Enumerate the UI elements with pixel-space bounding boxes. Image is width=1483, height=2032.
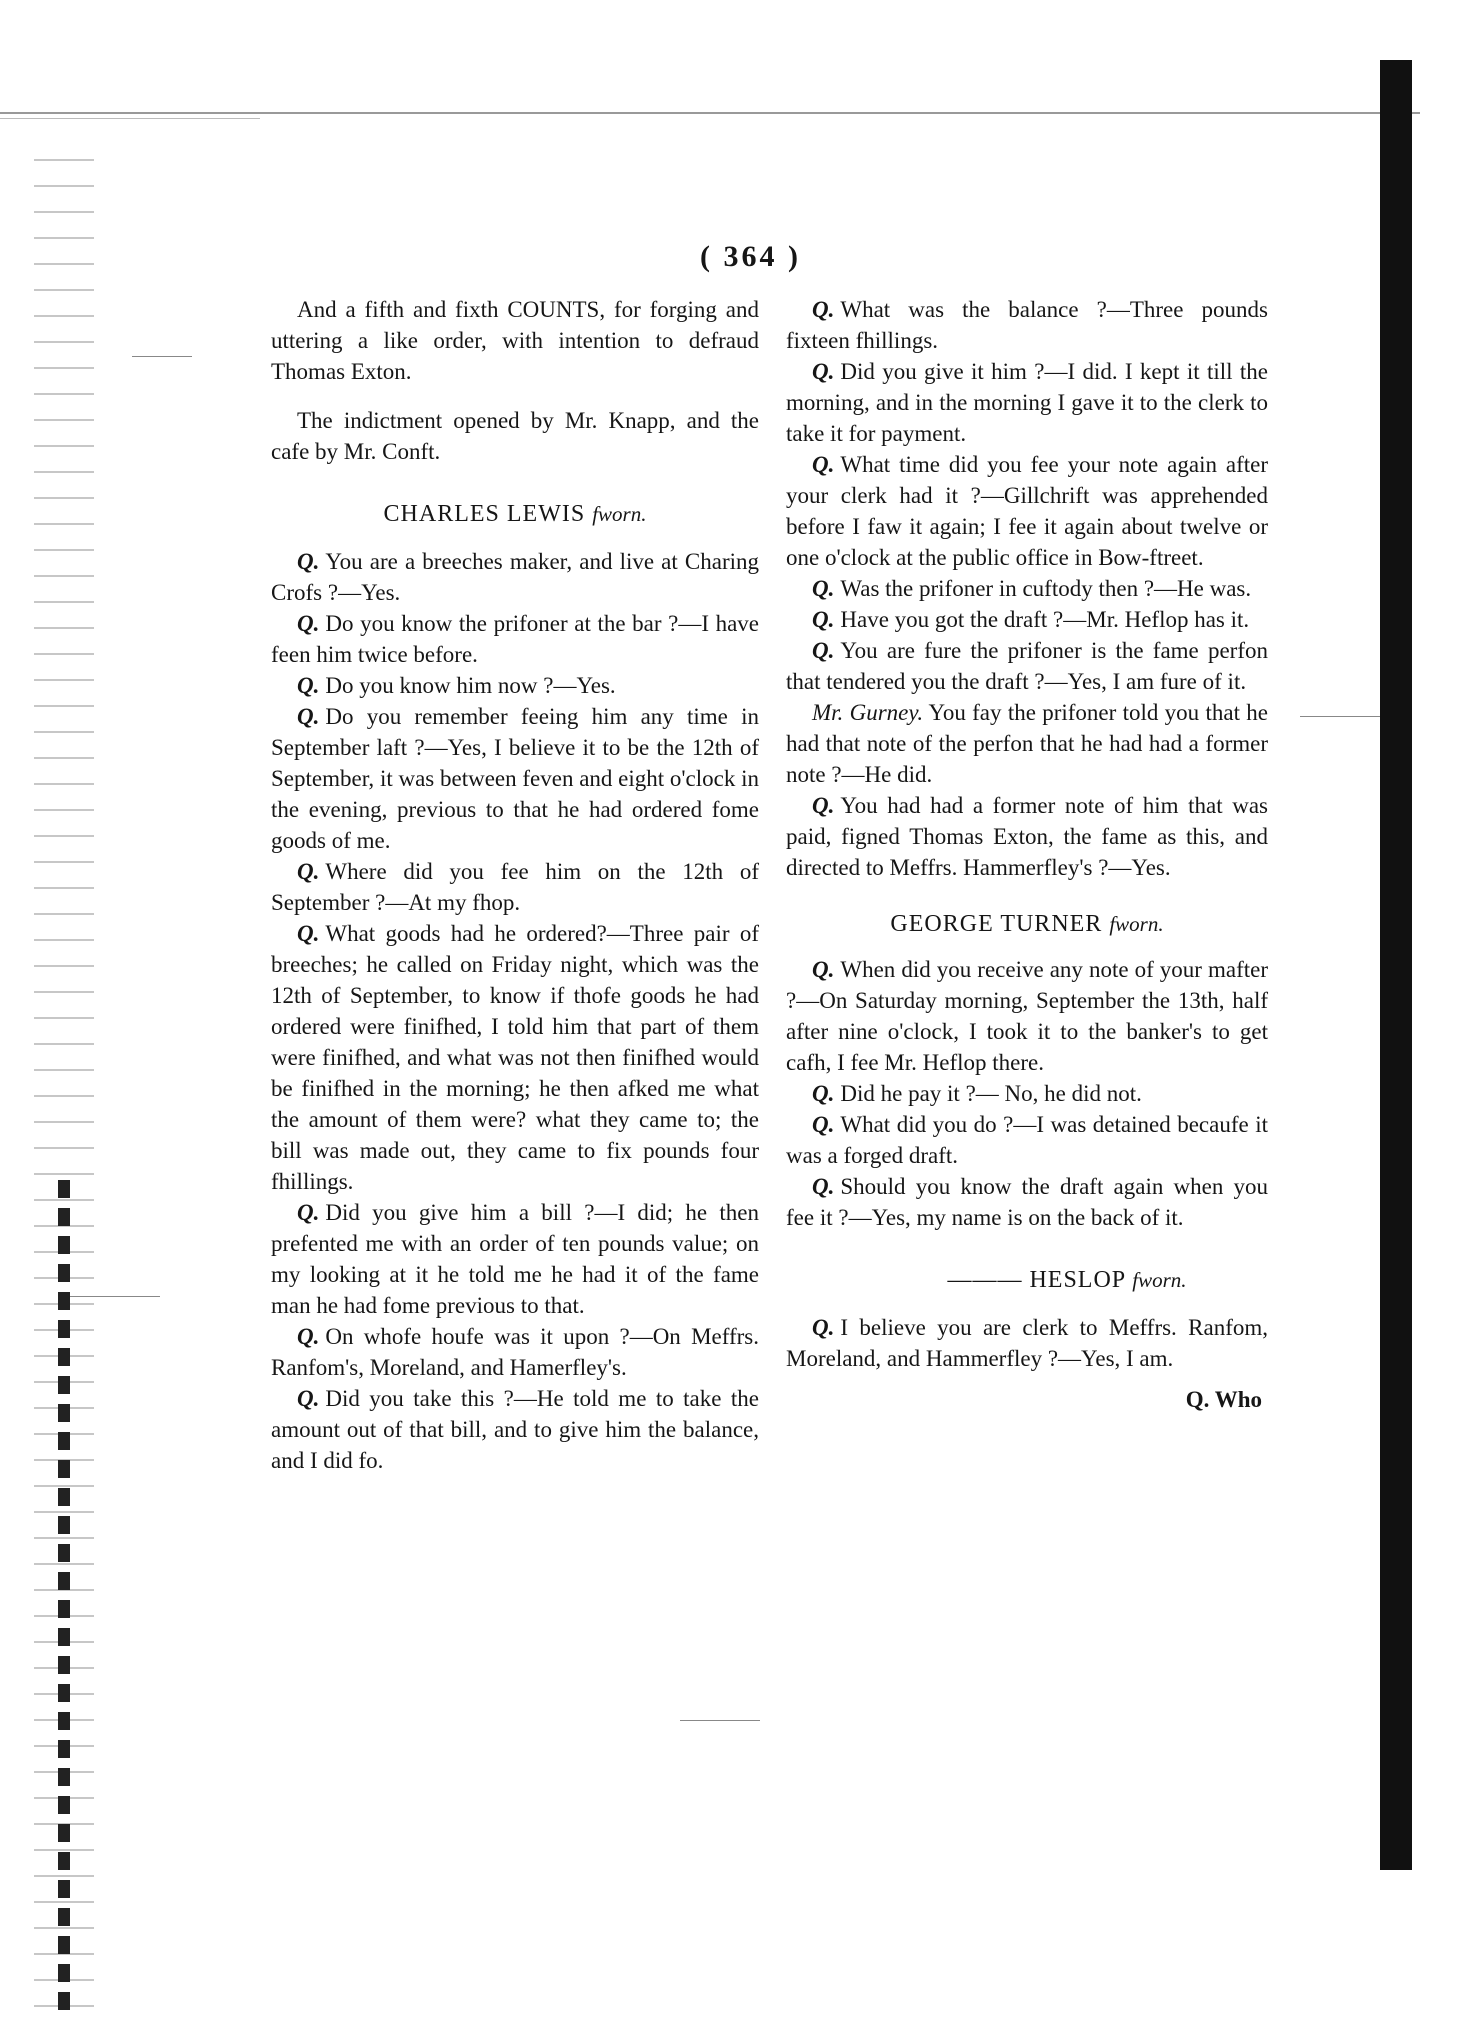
book-spine-shadow: [1380, 60, 1412, 1870]
qa-text: Should you know the draft again when you fee it ?—Yes, my name is on the back of it.: [786, 1174, 1268, 1230]
qa-text: What goods had he ordered?—Three pair of breeches; he called on Friday night, which was the 12th of September, to know if thofe goods he had ordered were finifhed, I told him that part of them were finifhed, and what was not then finifhed would be finifhed in the morning; he then afked me what the amount of them were? what they came to; the bill was made out, they came to fix pounds four fhillings.: [271, 921, 759, 1194]
qa-text: You had had a former note of him that was paid, figned Thomas Exton, the fame as this, and directed to Meffrs. Hammerfley's ?—Yes.: [786, 793, 1268, 880]
intro-paragraph: The indictment opened by Mr. Knapp, and the cafe by Mr. Conft.: [271, 408, 759, 464]
question-mark: Q.: [297, 1386, 320, 1411]
intro-paragraph: And a fifth and fixth COUNTS, for forging and uttering a like order, with intention to defraud Thomas Exton.: [271, 297, 759, 384]
question-mark: Q.: [812, 1081, 835, 1106]
qa-text: On whofe houfe was it upon ?—On Meffrs. Ranfom's, Moreland, and Hamerfley's.: [271, 1324, 759, 1380]
question-mark: Q.: [297, 673, 320, 698]
qa-text: What did you do ?—I was detained becaufe it was a forged draft.: [786, 1112, 1268, 1168]
qa-text: When did you receive any note of your mafter ?—On Saturday morning, September the 13th, half after nine o'clock, I took it to the banker's to get cafh, I fee Mr. Heflop there.: [786, 957, 1268, 1075]
counsel-name: Mr. Gurney.: [812, 700, 924, 725]
qa-paragraph: [786, 1171, 1268, 1233]
sworn-label: fworn.: [592, 502, 647, 526]
counsel-paragraph: [786, 697, 1268, 790]
left-column: [271, 294, 759, 1476]
qa-paragraph: [271, 546, 759, 608]
question-mark: Q.: [297, 1324, 320, 1349]
question-mark: Q.: [812, 957, 835, 982]
qa-paragraph: [786, 790, 1268, 883]
qa-text: You are fure the prifoner is the fame perfon that tendered you the draft ?—Yes, I am fure of it.: [786, 638, 1268, 694]
witness-heading: [786, 1265, 1268, 1296]
question-mark: Q.: [812, 793, 835, 818]
qa-text: Where did you fee him on the 12th of September ?—At my fhop.: [271, 859, 759, 915]
question-mark: Q.: [297, 1200, 320, 1225]
sworn-label: fworn.: [1109, 912, 1164, 936]
question-mark: Q.: [812, 1174, 835, 1199]
qa-paragraph: [271, 608, 759, 670]
question-mark: Q.: [812, 452, 835, 477]
qa-paragraph: [786, 635, 1268, 697]
qa-paragraph: [786, 954, 1268, 1078]
sworn-label: fworn.: [1132, 1268, 1187, 1292]
qa-paragraph: [271, 1197, 759, 1321]
qa-paragraph: [786, 604, 1268, 635]
qa-paragraph: [271, 918, 759, 1197]
question-mark: Q.: [297, 704, 320, 729]
witness-name: ——— HESLOP: [947, 1267, 1126, 1293]
witness-heading: [786, 909, 1268, 940]
page-edge: [0, 112, 1420, 114]
question-mark: Q.: [297, 549, 320, 574]
qa-text: Did you take this ?—He told me to take the amount out of that bill, and to give him the balance, and I did fo.: [271, 1386, 759, 1473]
qa-paragraph: [271, 856, 759, 918]
question-mark: Q.: [297, 921, 320, 946]
margin-rule: [680, 1720, 760, 1721]
question-mark: Q.: [812, 1112, 835, 1137]
qa-paragraph: [271, 670, 759, 701]
page-edge-shadow: [0, 118, 260, 119]
qa-text: What time did you fee your note again after your clerk had it ?—Gillchrift was apprehended before I faw it again; I fee it again about twelve or one o'clock at the public office in Bow-ftreet.: [786, 452, 1268, 570]
margin-rule: [1300, 716, 1380, 717]
catchword: Q. Who: [1185, 1387, 1262, 1412]
witness-heading: [271, 499, 759, 530]
page-number: ( 364 ): [700, 240, 801, 273]
qa-text: Did he pay it ?— No, he did not.: [840, 1081, 1142, 1106]
qa-text: Do you remember feeing him any time in September laft ?—Yes, I believe it to be the 12th of September, it was between feven and eight o'clock in the evening, previous to that he had ordered fome goods of me.: [271, 704, 759, 853]
question-mark: Q.: [297, 611, 320, 636]
counsel-text: You fay the prifoner told you that he had that note of the perfon that he had had a former note ?—He did.: [786, 700, 1268, 787]
qa-text: Was the prifoner in cuftody then ?—He was.: [840, 576, 1252, 601]
witness-name: CHARLES LEWIS: [383, 501, 586, 527]
question-mark: Q.: [297, 859, 320, 884]
binding-marks: [58, 1180, 70, 2010]
qa-text: Did you give him a bill ?—I did; he then prefented me with an order of ten pounds value; on my looking at it he told me he had it of the fame man he had fome previous to that.: [271, 1200, 759, 1318]
qa-paragraph: [786, 1109, 1268, 1171]
question-mark: Q.: [812, 607, 835, 632]
question-mark: Q.: [812, 359, 835, 384]
margin-rule: [132, 356, 192, 357]
witness-name: GEORGE TURNER: [890, 911, 1103, 937]
qa-text: Have you got the draft ?—Mr. Heflop has it.: [840, 607, 1250, 632]
qa-paragraph: [271, 701, 759, 856]
qa-text: Did you give it him ?—I did. I kept it till the morning, and in the morning I gave it to the clerk to take it for payment.: [786, 359, 1268, 446]
qa-paragraph: [786, 294, 1268, 356]
question-mark: Q.: [812, 576, 835, 601]
qa-paragraph: [786, 573, 1268, 604]
qa-paragraph: [786, 1312, 1268, 1374]
question-mark: Q.: [812, 638, 835, 663]
right-column: [786, 294, 1268, 1415]
qa-text: Do you know the prifoner at the bar ?—I have feen him twice before.: [271, 611, 759, 667]
question-mark: Q.: [812, 1315, 835, 1340]
qa-paragraph: [271, 1383, 759, 1476]
qa-text: You are a breeches maker, and live at Charing Crofs ?—Yes.: [271, 549, 759, 605]
qa-paragraph: [786, 449, 1268, 573]
margin-rule: [70, 1296, 160, 1297]
qa-text: What was the balance ?—Three pounds fixteen fhillings.: [786, 297, 1268, 353]
qa-text: Do you know him now ?—Yes.: [325, 673, 616, 698]
qa-paragraph: [271, 1321, 759, 1383]
question-mark: Q.: [812, 297, 835, 322]
qa-paragraph: [786, 1078, 1268, 1109]
qa-paragraph: [786, 356, 1268, 449]
qa-text: I believe you are clerk to Meffrs. Ranfom, Moreland, and Hammerfley ?—Yes, I am.: [786, 1315, 1268, 1371]
